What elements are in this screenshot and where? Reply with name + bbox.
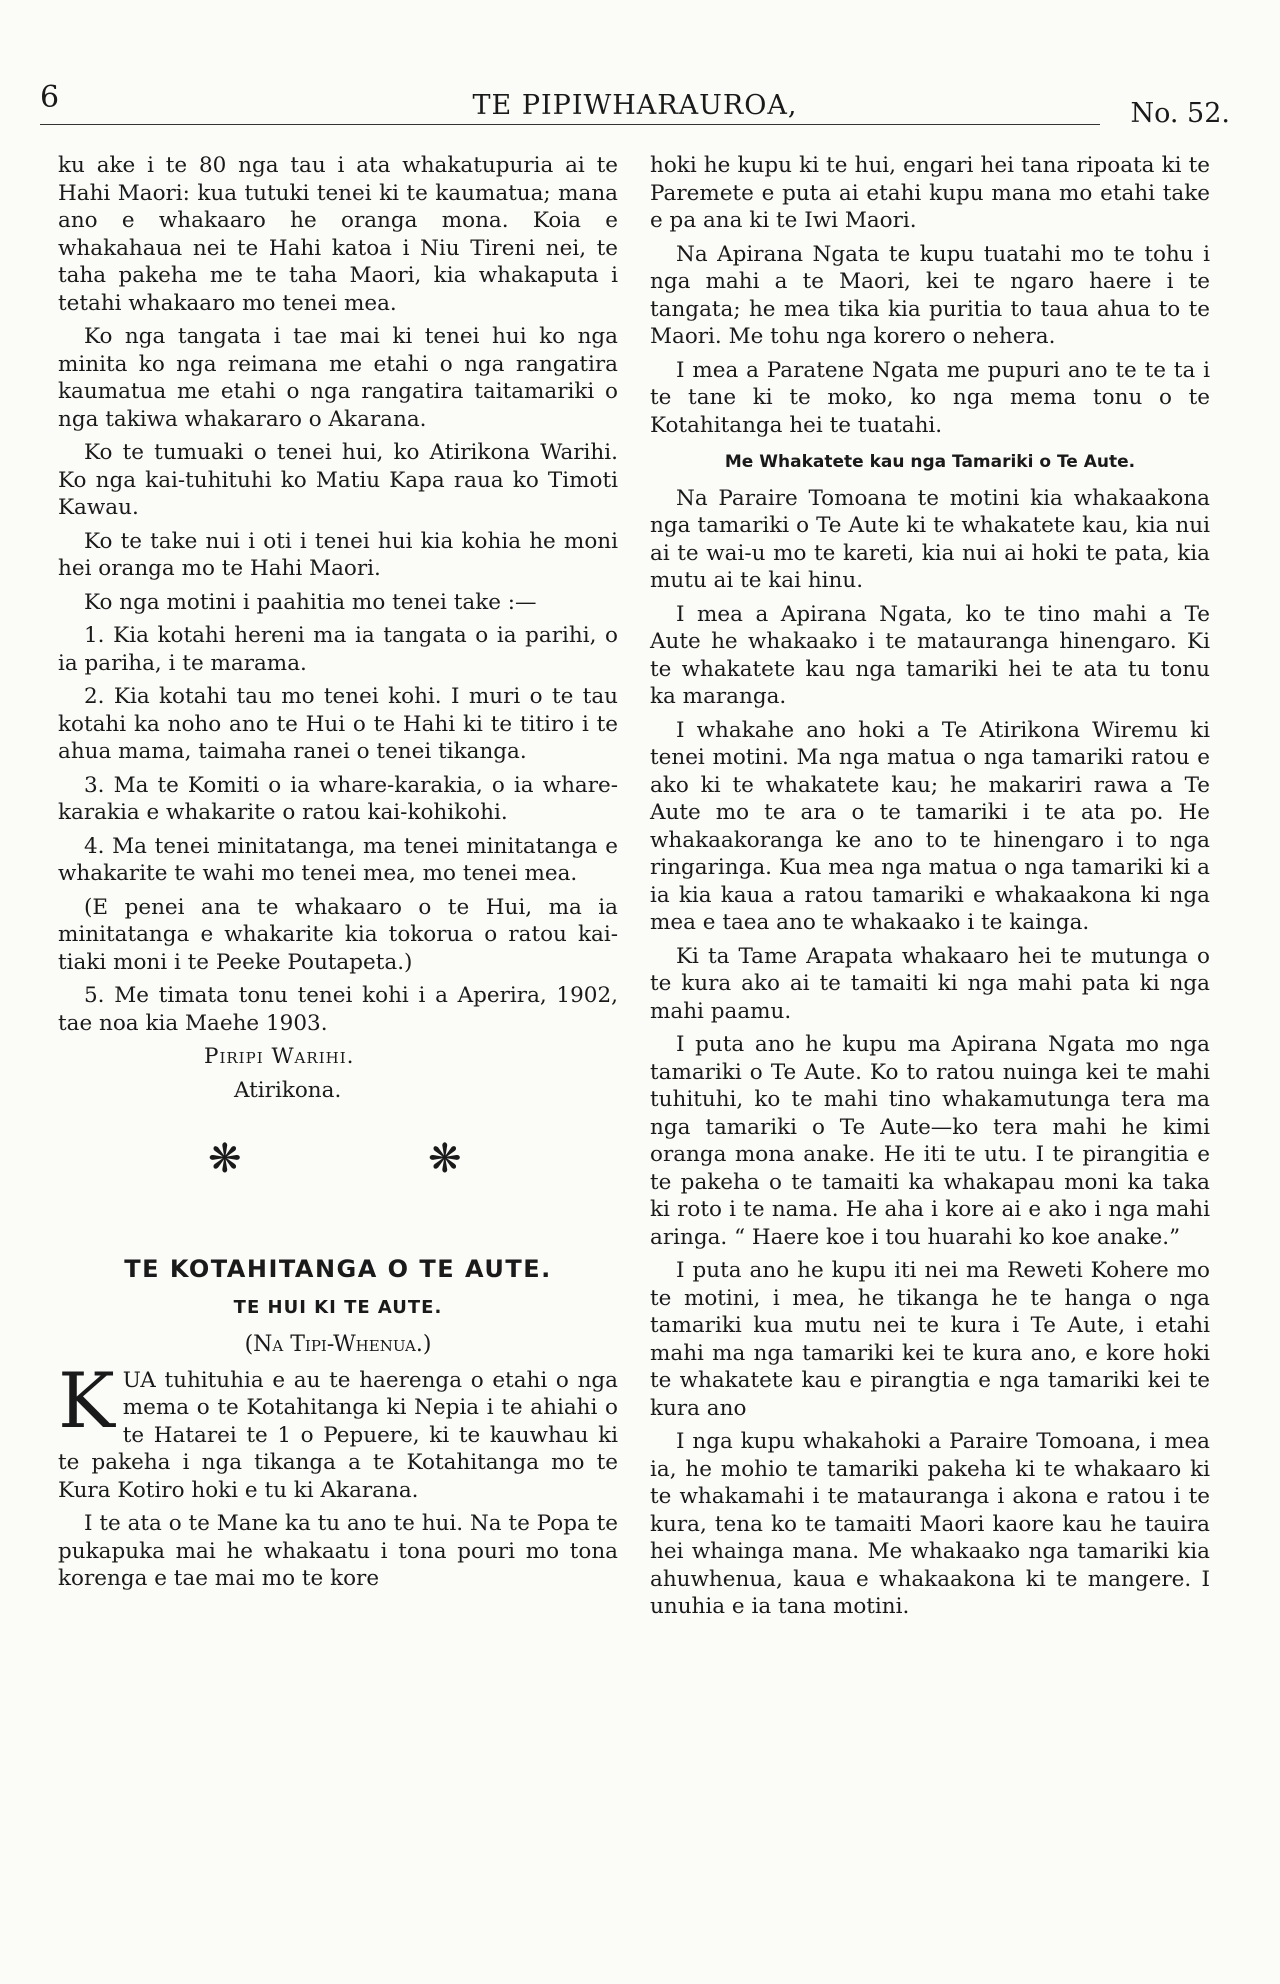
- drop-cap: K: [58, 1355, 115, 1445]
- paragraph: I nga kupu whakahoki a Paraire Tomoana, i mea ia, he mohio te tamariki pakeha ki te whakaaro ki te whakamahi i te matauranga i akona e ratou i te kura, tena ko te tamaiti Maori kaore kau he tauira hei whainga mana. Me whakaako nga tamariki kia ahuwhenua, kaua e whakaakona ki te mangere. I unuhia e ia tana motini.: [650, 1429, 1210, 1619]
- paragraph: I puta ano he kupu iti nei ma Reweti Kohere mo te motini, i mea, he tikanga he te hanga o nga tamariki kua mutu nei te kura i Te Aute, i etahi mahi ma nga tamariki kei te kura ano, e kore hoki te whakatete kau e pirangtia e nga tamariki kei te kura ano: [650, 1258, 1210, 1421]
- paragraph: I te ata o te Mane ka tu ano te hui. Na te Popa te pukapuka mai he whakaatu i tona pouri mo tona korenga e tae mai mo te kore: [58, 1511, 618, 1591]
- motion-item: 3. Ma te Komiti o ia whare-karakia, o ia whare-karakia e whakarite o ratou kai-kohikohi.: [58, 772, 618, 825]
- subsection-heading: Me Whakatete kau nga Tamariki o Te Aute.: [724, 452, 1136, 472]
- paragraph: I puta ano he kupu ma Apirana Ngata mo nga tamariki o Te Aute. Ko to ratou nuinga kei te mahi tuhituhi, ko te mahi tino whakamutunga tera ma nga tamariki o Te Aute—ko tera mahi he kimi oranga mona anake. He iti te utu. I te pirangitia e te pakeha o te tamaiti ka whakapau moni ka taka ki roto i te nama. He aha i kore ai e ako i nga mahi aringa. “ Haere koe i tou huarahi ko koe anake.”: [650, 1032, 1210, 1250]
- paragraph: Ko nga tangata i tae mai ki tenei hui ko nga minita ko nga reimana me etahi o nga rangatira kaumatua me etahi o nga rangatira taitamariki o nga takiwa whakararo o Akarana.: [58, 324, 618, 432]
- byline: (Na Tipi-Whenua.): [244, 1332, 432, 1357]
- paragraph: Na Paraire Tomoana te motini kia whakaakona nga tamariki o Te Aute ki te whakatete kau, kia nui ai te wai-u mo te kareti, kia nui ai hoki te pata, kia mutu ai te kai hinu.: [650, 485, 1210, 593]
- section-subtitle: TE HUI KI TE AUTE.: [233, 1296, 443, 1318]
- motion-item: 2. Kia kotahi tau mo tenei kohi. I muri o te tau kotahi ka noho ano te Hui o te Hahi ki te titiro i te ahua mama, taimaha ranei o tenei tikanga.: [58, 684, 618, 764]
- motion-item: 1. Kia kotahi hereni ma ia tangata o ia parihi, o ia pariha, i te marama.: [58, 623, 618, 676]
- paragraph: I mea a Apirana Ngata, ko te tino mahi a Te Aute he whakaako i te matauranga hinengaro. Ki te whakatete kau nga tamariki hei te ata tu tonu ka maranga.: [650, 601, 1210, 709]
- running-title: TE PIPIWHARAUROA,: [472, 90, 798, 121]
- paragraph: hoki he kupu ki te hui, engari hei tana ripoata ki te Paremete e puta ai etahi kupu mana mo etahi take e pa ana ki te Iwi Maori.: [650, 153, 1210, 233]
- issue-number: No. 52.: [1130, 98, 1230, 129]
- left-column: [58, 152, 618, 1599]
- motion-item: 4. Ma tenei minitatanga, ma tenei minitatanga e whakarite te wahi mo tenei mea, mo tenei mea.: [58, 833, 618, 886]
- paragraph: Ko nga motini i paahitia mo tenei take :—: [84, 589, 537, 615]
- section-title: TE KOTAHITANGA O TE AUTE.: [124, 1255, 552, 1283]
- paragraph-text: UA tuhituhia e au te haerenga o etahi o nga mema o te Kotahitanga ki Nepia i te ahiahi o te Hatarei te 1 o Pepuere, ki te kauwhau ki te pakeha i nga tikanga a te Kotahitanga mo te Kura Kotiro hoki e tu ki Akarana.: [58, 1367, 618, 1503]
- motion-note: (E penei ana te whakaaro o te Hui, ma ia minitatanga e whakarite kia tokorua o ratou kai-tiaki moni i te Peeke Poutapeta.): [58, 894, 618, 975]
- paragraph: Ki ta Tame Arapata whakaaro hei te mutunga o te kura ako ai te tamaiti ki nga mahi pata ki nga mahi paamu.: [650, 943, 1210, 1024]
- flower-ornament-icon: ❋: [208, 1136, 242, 1182]
- paragraph: I mea a Paratene Ngata me pupuri ano te te ta i te tane ki te moko, ko nga mema tonu o te Kotahitanga hei te tuatahi.: [650, 357, 1210, 438]
- flower-ornament-icon: ❋: [428, 1136, 462, 1182]
- paragraph: Ko te tumuaki o tenei hui, ko Atirikona Warihi. Ko nga kai-tuhituhi ko Matiu Kapa raua ko Timoti Kawau.: [58, 440, 618, 520]
- page-number: 6: [40, 80, 60, 115]
- paragraph: Ko te take nui i oti i tenei hui kia kohia he moni hei oranga mo te Hahi Maori.: [58, 528, 618, 581]
- signature-title: Atirikona.: [234, 1077, 342, 1103]
- page-header: [40, 72, 1230, 129]
- header-rule: [40, 124, 1100, 125]
- signature-name: Piripi Warihi.: [204, 1044, 355, 1069]
- paragraph-dropcap: [58, 1355, 618, 1505]
- motion-item: 5. Me timata tonu tenei kohi i a Aperira, 1902, tae noa kia Maehe 1903.: [58, 983, 618, 1036]
- ornament-divider: [58, 1126, 618, 1216]
- paragraph: I whakahe ano hoki a Te Atirikona Wiremu ki tenei motini. Ma nga matua o nga tamariki ratou e ako ki te whakatete kau; he makariri rawa a Te Aute mo te ara o te tamariki i te ata po. He whakaakoranga ke ano to te hinengaro i to nga ringaringa. Kua mea nga matua o nga tamariki ki a ia kia kaua a ratou tamariki e whakaakona ki nga mea e taea ano te whakaako i te kainga.: [650, 717, 1210, 935]
- paragraph: ku ake i te 80 nga tau i ata whakatupuria ai te Hahi Maori: kua tutuki tenei ki te kaumatua; mana ano e whakaaro he oranga mona. Koia e whakahaua nei te Hahi katoa i Niu Tireni nei, te taha pakeha me te taha Maori, kia whakaputa i tetahi whakaaro mo tenei mea.: [58, 153, 618, 316]
- paragraph: Na Apirana Ngata te kupu tuatahi mo te tohu i nga mahi a te Maori, kei te ngaro haere i te tangata; he mea tika kia puritia to taua ahua to te Maori. Me tohu nga korero o nehera.: [650, 241, 1210, 349]
- right-column: [650, 152, 1210, 1627]
